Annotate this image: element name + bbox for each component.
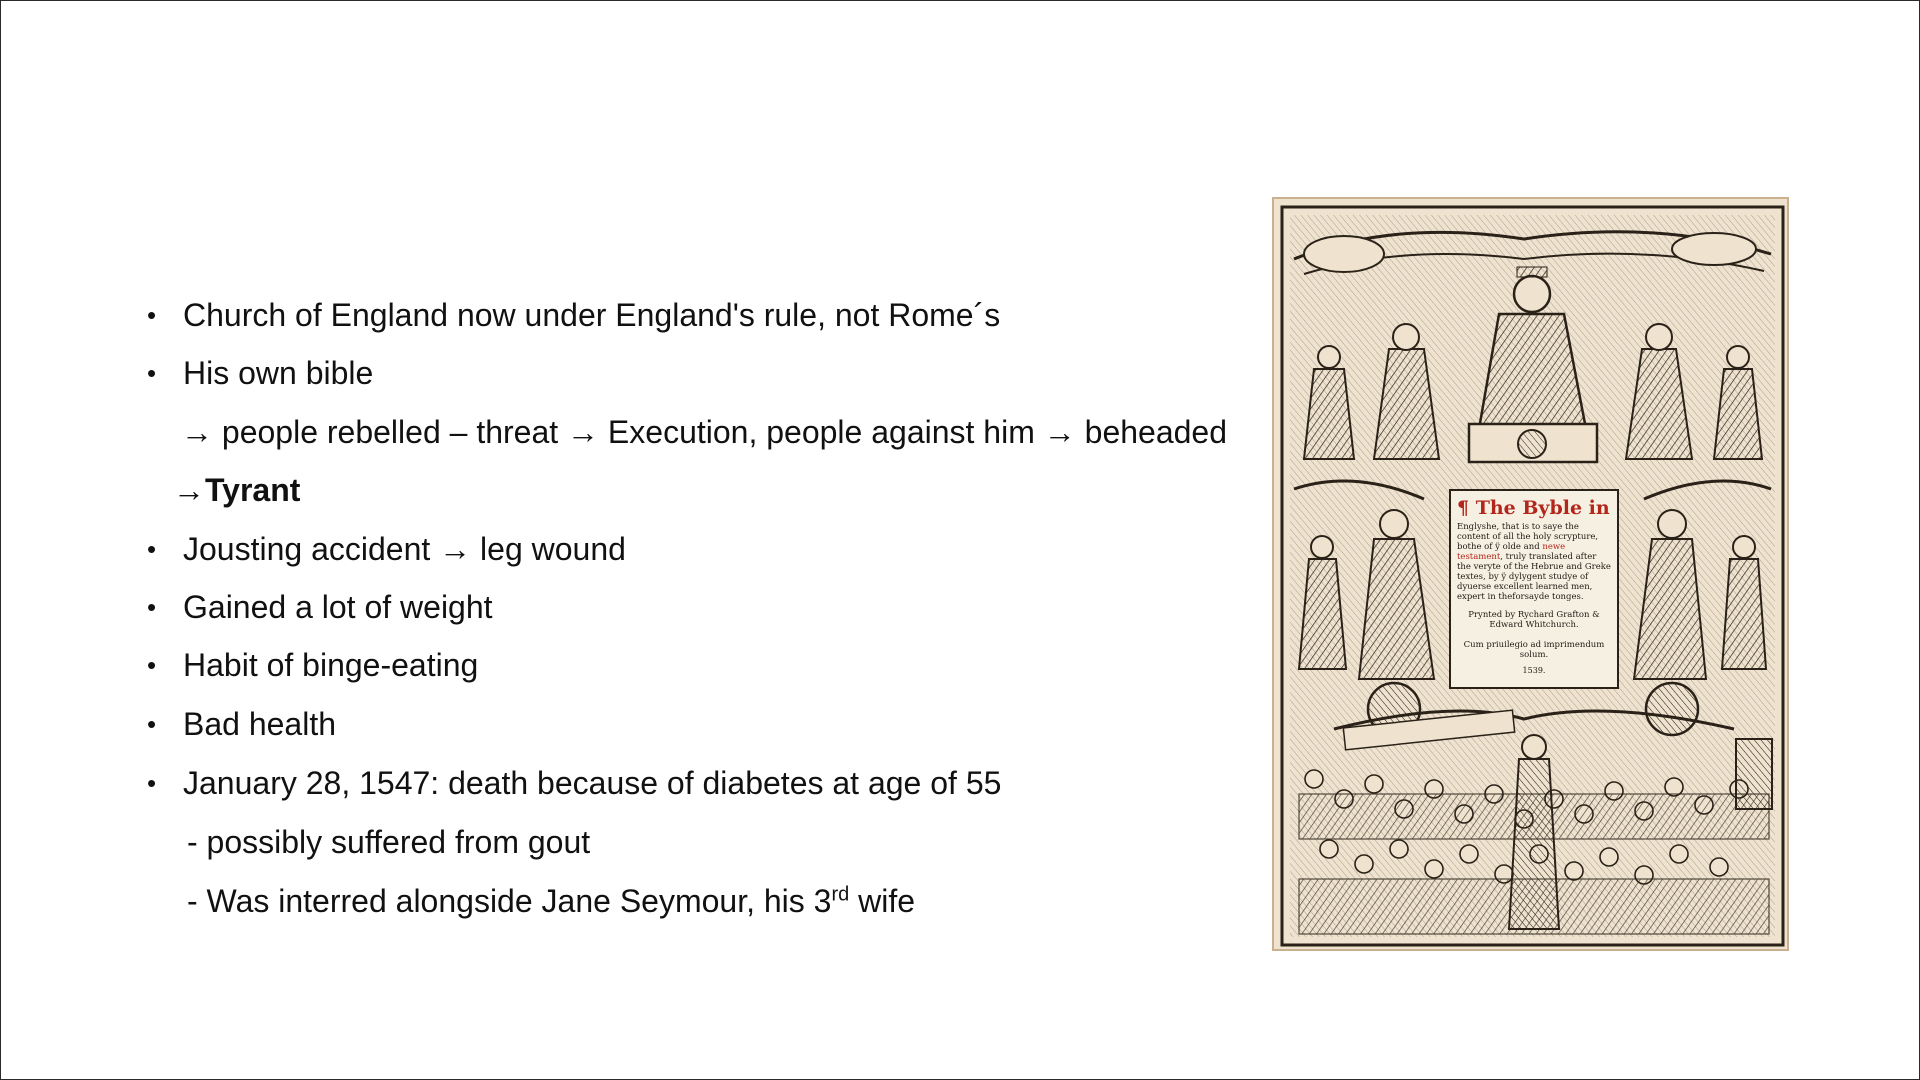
interred-wife: wife (849, 883, 916, 919)
bullet-bible: His own bible (183, 355, 374, 391)
interred-text: - Was interred alongside Jane Seymour, his 3 (187, 883, 832, 919)
bullet-marker: • (147, 358, 157, 388)
bullet-marker: • (147, 534, 157, 564)
arrow-right-icon: → (567, 414, 600, 450)
ordinal-suffix: rd (831, 883, 850, 906)
bible-year: 1539. (1522, 666, 1546, 675)
bible-printer: Prynted by Rychard Grafton & Edward Whitchurch. (1468, 610, 1600, 630)
bullet-binge: Habit of binge-eating (183, 647, 479, 683)
bible-privilege: Cum priuilegio ad imprimendum solum. (1463, 640, 1605, 660)
bullet-death: January 28, 1547: death because of diabetes at age of 55 (183, 765, 1002, 801)
bible-description: Englyshe, that is to saye the content of all the holy scrypture, bothe of ÿ olde and newe testament, truly translated after the veryte of the Hebrue and Greke textes, by ÿ dylygent studye of dyuerse excellent learned men, expert in theforsayde tonges. (1457, 522, 1611, 602)
arrow-right-icon: → (173, 472, 205, 508)
leg-wound-text: leg wound (480, 531, 626, 567)
sub-gout: - possibly suffered from gout (187, 824, 591, 860)
rebellion-chain (181, 412, 1227, 452)
jousting-text: Jousting accident (183, 531, 431, 567)
chain-execution: Execution, people against him (607, 414, 1035, 450)
bullet-church: Church of England now under England's rule, not Rome´s (183, 297, 1001, 333)
tyrant-label: Tyrant (205, 472, 301, 508)
bullet-marker: • (147, 300, 157, 330)
bullet-marker: • (147, 592, 157, 622)
bullet-marker: • (147, 709, 157, 739)
chain-beheaded: beheaded (1084, 414, 1228, 450)
bullet-marker: • (147, 768, 157, 798)
bullet-weight: Gained a lot of weight (183, 589, 493, 625)
great-bible-image (1272, 197, 1789, 951)
sub-interred (187, 881, 915, 921)
bible-title-box (1449, 489, 1619, 689)
arrow-right-icon: → (439, 531, 472, 567)
bible-title: ¶ The Byble in (1457, 497, 1610, 519)
arrow-right-icon: → (181, 414, 213, 450)
bullet-health: Bad health (183, 706, 337, 742)
arrow-right-icon: → (1043, 414, 1076, 450)
tyrant-line (173, 470, 300, 510)
bullet-marker: • (147, 650, 157, 680)
chain-rebelled: people rebelled – threat (221, 414, 559, 450)
bullet-jousting (183, 529, 626, 569)
